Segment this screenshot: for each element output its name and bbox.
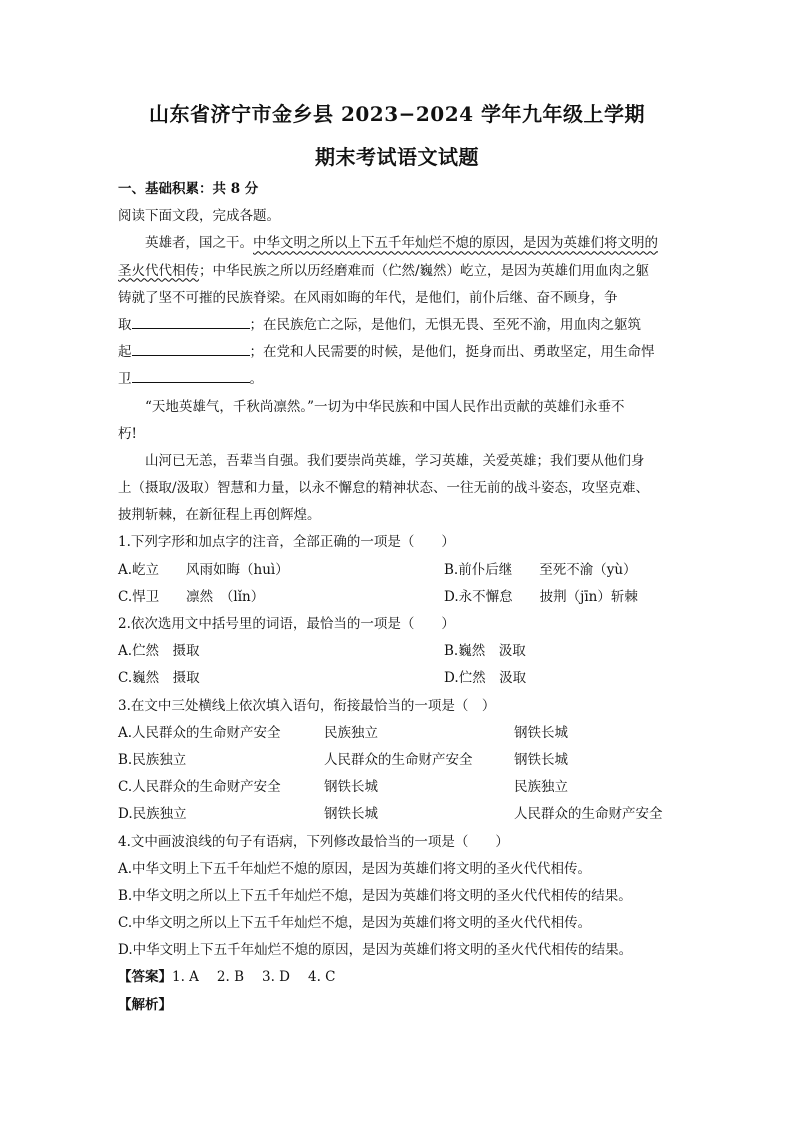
passage-text: 起: [118, 344, 132, 361]
option-row: [118, 665, 678, 692]
option-b: B.中华文明之所以上下五千年灿烂不熄，是因为英雄们将文明的圣火代代相传的结果。: [118, 887, 632, 904]
option-b: B.前仆后继 至死不渝（yù）: [444, 561, 637, 578]
option-d-part3: 人民群众的生命财产安全: [514, 806, 663, 823]
document-title-line2: 期末考试语文试题: [315, 145, 479, 169]
analysis-label: 【解析】: [118, 996, 172, 1013]
section-instruction: 阅读下面文段，完成各题。: [118, 208, 280, 225]
option-row: [118, 774, 678, 801]
passage-line: [118, 339, 678, 366]
question-stem-3: 3.在文中三处横线上依次填入语句，衔接最恰当的一项是（ ）: [118, 697, 496, 714]
question-stem-2: 2.依次选用文中括号里的词语，最恰当的一项是（ ）: [118, 616, 455, 632]
fill-blank-3: [132, 368, 250, 383]
passage-text: 卫: [118, 371, 132, 388]
option-c: C.中华文明之所以上下五千年灿烂不熄，是因为英雄们将文明的圣火代代相传。: [118, 915, 592, 932]
passage-text: 英雄者，国之干。: [145, 235, 253, 252]
option-d-part1: D.民族独立: [118, 806, 187, 823]
answer-label: 【答案】: [118, 969, 172, 986]
fill-blank-1: [132, 314, 250, 329]
option-row: [118, 584, 678, 611]
passage-text: 。: [249, 371, 263, 388]
passage-line: [118, 230, 678, 257]
option-c-part2: 钢铁长城: [324, 779, 378, 796]
wavy-underlined-sentence: 圣火代代相传: [118, 262, 199, 279]
passage-text: ；在党和人民需要的时候，是他们，挺身而出、勇敢坚定，用生命悍: [249, 344, 655, 361]
option-b-part3: 钢铁长城: [514, 751, 568, 768]
question-stem-1: 1.下列字形和加点字的注音，全部正确的一项是（ ）: [118, 534, 455, 551]
passage-line: 披荆斩棘，在新征程上再创辉煌。: [118, 507, 321, 524]
passage-line: 铸就了坚不可摧的民族脊梁。在风雨如晦的年代，是他们，前仆后继、奋不顾身，争: [118, 289, 618, 306]
answer-line: [118, 964, 678, 991]
option-row: [118, 801, 678, 828]
passage-line: 上（摄取/汲取）智慧和力量，以永不懈怠的精神状态、一往无前的战斗姿态，攻坚克难、: [118, 480, 650, 497]
document-body: [118, 176, 678, 1019]
option-row: [118, 720, 678, 747]
passage-line: [118, 366, 678, 393]
option-row: [118, 557, 678, 584]
option-a-part1: A.人民群众的生命财产安全: [118, 724, 281, 741]
option-c-part3: 民族独立: [514, 779, 568, 796]
passage-line: 朽!: [118, 425, 137, 442]
option-c: C.悍卫 凛然 （lǐn）: [118, 588, 265, 605]
answer-1: 1. A: [172, 969, 199, 986]
option-a: A.伫然 摄取: [118, 643, 200, 660]
answer-3: 3. D: [262, 969, 291, 986]
section-heading: 一、基础积累：共 8 分: [118, 181, 259, 197]
option-b-part1: B.民族独立: [118, 751, 187, 768]
passage-text: ；中华民族之所以历经磨难而（伫然/巍然）屹立，是因为英雄们用血肉之躯: [199, 262, 650, 279]
option-b: B.巍然 汲取: [444, 643, 526, 660]
wavy-underlined-sentence: 中华文明之所以上下五千年灿烂不熄的原因，是因为英雄们将文明的: [253, 235, 658, 252]
option-d: D.中华文明上下五千年灿烂不熄的原因，是因为英雄们将文明的圣火代代相传的结果。: [118, 942, 633, 959]
passage-line: 山河已无恙，吾辈当自强。我们要崇尚英雄，学习英雄，关爱英雄；我们要从他们身: [145, 452, 645, 469]
passage-line: “天地英雄气，千秋尚凛然。”一切为中华民族和中国人民作出贡献的英雄们永垂不: [145, 398, 625, 415]
option-d: D.永不懈怠 披荆（jīn）斩棘: [444, 588, 638, 605]
fill-blank-2: [132, 341, 250, 356]
document-title-line1: 山东省济宁市金乡县 2023−2024 学年九年级上学期: [148, 102, 645, 126]
option-a-part3: 钢铁长城: [514, 724, 568, 741]
option-d: D.伫然 汲取: [444, 670, 527, 687]
question-stem-4: 4.文中画波浪线的句子有语病，下列修改最恰当的一项是（ ）: [118, 833, 509, 850]
option-row: [118, 747, 678, 774]
option-row: [118, 638, 678, 665]
passage-text: ；在民族危亡之际，是他们，无惧无畏、至死不渝，用血肉之躯筑: [249, 316, 641, 333]
answer-4: 4. C: [308, 969, 336, 986]
option-a-part2: 民族独立: [324, 724, 378, 741]
passage-text: 取: [118, 316, 132, 333]
option-a: A.屹立 风雨如晦（huì）: [118, 561, 289, 578]
option-d-part2: 钢铁长城: [324, 806, 378, 823]
passage-line: [118, 312, 678, 339]
passage-line: [118, 258, 678, 285]
option-c: C.巍然 摄取: [118, 670, 200, 687]
option-c-part1: C.人民群众的生命财产安全: [118, 779, 281, 796]
answer-2: 2. B: [216, 969, 245, 986]
option-a: A.中华文明上下五千年灿烂不熄的原因，是因为英雄们将文明的圣火代代相传。: [118, 860, 592, 877]
option-b-part2: 人民群众的生命财产安全: [324, 751, 473, 768]
